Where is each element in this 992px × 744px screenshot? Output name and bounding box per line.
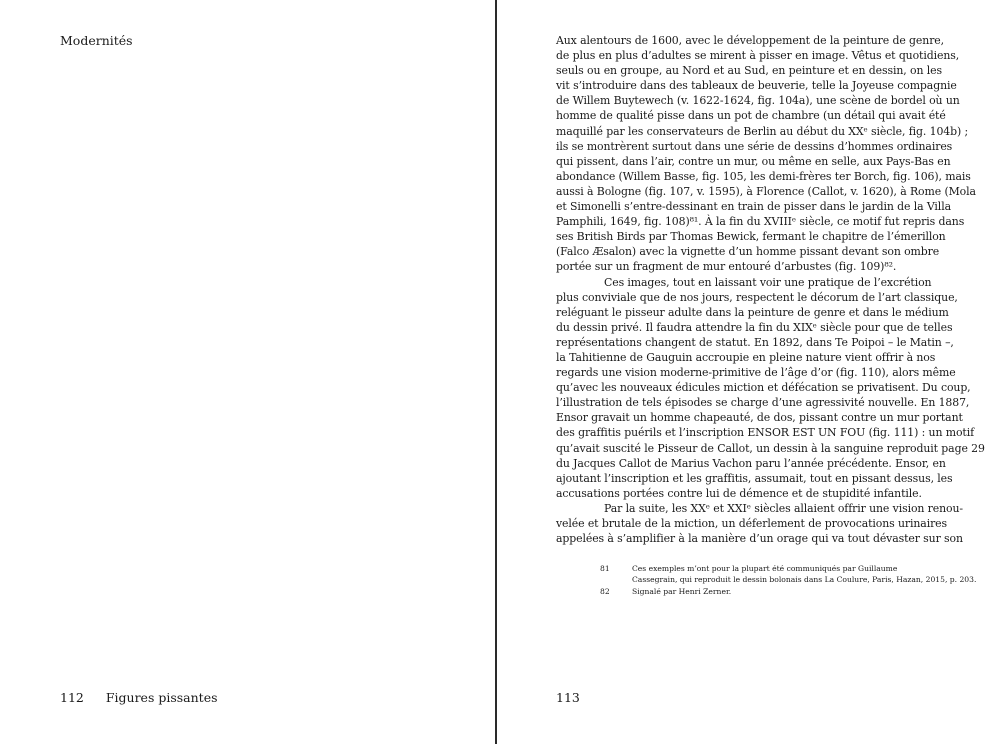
- text-line: Par la suite, les XXᵉ et XXIᵉ siècles allaient offrir une vision renou-: [604, 501, 963, 515]
- text-line: maquillé par les conservateurs de Berlin au début du XXᵉ siècle, fig. 104b) ;: [556, 124, 969, 138]
- text-line: seuls ou en groupe, au Nord et au Sud, en peinture et en dessin, on les: [556, 64, 942, 78]
- text-line: reléguant le pisseur adulte dans la peinture de genre et dans le médium: [556, 305, 949, 319]
- left-folio-title: Figures pissantes: [105, 690, 218, 705]
- left-folio: [60, 690, 218, 706]
- page-gutter: [495, 0, 497, 744]
- footnote-line: [600, 586, 930, 597]
- text-line: du dessin privé. Il faudra attendre la fin du XIXᵉ siècle pour que de telles: [556, 320, 953, 334]
- running-head: Modernités: [60, 33, 133, 48]
- footnote-text: Ces exemples m’ont pour la plupart été communiqués par Guillaume: [632, 564, 898, 573]
- left-page-number: 112: [60, 690, 84, 705]
- right-page-number: 113: [556, 690, 580, 705]
- text-line: (Falco Æsalon) avec la vignette d’un homme pissant devant son ombre: [556, 245, 940, 259]
- footnote-text: Cassegrain, qui reproduit le dessin bolonais dans La Coulure, Paris, Hazan, 2015, p. 203.: [632, 575, 977, 585]
- text-line: l’illustration de tels épisodes se charge d’une agressivité nouvelle. En 1887,: [556, 396, 970, 410]
- text-line: ajoutant l’inscription et les graffitis, assumait, tout en pissant dessus, les: [556, 471, 953, 485]
- text-line: Aux alentours de 1600, avec le développement de la peinture de genre,: [556, 34, 945, 47]
- footnote-number: 82: [600, 586, 610, 596]
- footnote-text: Signalé par Henri Zerner.: [632, 586, 732, 596]
- text-line: Ensor gravait un homme chapeauté, de dos, pissant contre un mur portant: [556, 411, 963, 425]
- text-line: qui pissent, dans l’air, contre un mur, ou même en selle, aux Pays-Bas en: [556, 154, 951, 168]
- text-line: de Willem Buytewech (v. 1622-1624, fig. 104a), une scène de bordel où un: [556, 94, 960, 108]
- text-line: accusations portées contre lui de démence et de stupidité infantile.: [556, 486, 922, 500]
- text-line: abondance (Willem Basse, fig. 105, les demi-frères ter Borch, fig. 106), mais: [556, 169, 971, 183]
- text-line: et Simonelli s’entre-dessinant en train de pisser dans le jardin de la Villa: [556, 200, 951, 214]
- text-line: plus conviviale que de nos jours, respectent le décorum de l’art classique,: [556, 290, 958, 304]
- text-line: regards une vision moderne-primitive de l’âge d’or (fig. 110), alors même: [556, 366, 956, 380]
- text-line: de plus en plus d’adultes se mirent à pisser en image. Vêtus et quotidiens,: [556, 49, 960, 63]
- text-line: des graffitis puérils et l’inscription ENSOR EST UN FOU (fig. 111) : un motif: [556, 426, 975, 440]
- text-line: aussi à Bologne (fig. 107, v. 1595), à Florence (Callot, v. 1620), à Rome (Mola: [556, 184, 976, 198]
- text-line: la Tahitienne de Gauguin accroupie en pleine nature vient offrir à nos: [556, 350, 936, 364]
- text-line: vit s’introduire dans des tableaux de beuverie, telle la Joyeuse compagnie: [556, 79, 957, 93]
- text-line: homme de qualité pisse dans un pot de chambre (un détail qui avait été: [556, 109, 946, 123]
- text-line: ses British Birds par Thomas Bewick, fermant le chapitre de l’émerillon: [556, 230, 946, 244]
- text-line: qu’avait suscité le Pisseur de Callot, un dessin à la sanguine reproduit page 29: [556, 441, 985, 455]
- footnotes: [600, 563, 977, 597]
- footnote-line: [600, 574, 977, 585]
- footnote-line: [600, 563, 930, 574]
- footnote-number: 81: [600, 564, 610, 573]
- text-line: velée et brutale de la miction, un déferlement de provocations urinaires: [556, 517, 948, 530]
- text-line: représentations changent de statut. En 1892, dans Te Poipoi – le Matin –,: [556, 335, 954, 349]
- text-line: Ces images, tout en laissant voir une pratique de l’excrétion: [604, 275, 932, 289]
- text-line: Pamphili, 1649, fig. 108)⁸¹. À la fin du XVIIIᵉ siècle, ce motif fut repris dans: [556, 215, 965, 229]
- text-line: qu’avec les nouveaux édicules miction et défécation se privatisent. Du coup,: [556, 381, 971, 395]
- text-line: appelées à s’amplifier à la manière d’un orage qui va tout dévaster sur son: [556, 532, 963, 546]
- body-text: [556, 33, 985, 546]
- text-line: ils se montrèrent surtout dans une série de dessins d’hommes ordinaires: [556, 139, 953, 153]
- text-line: du Jacques Callot de Marius Vachon paru l’année précédente. Ensor, en: [556, 456, 946, 470]
- text-line: portée sur un fragment de mur entouré d’arbustes (fig. 109)⁸².: [556, 260, 897, 274]
